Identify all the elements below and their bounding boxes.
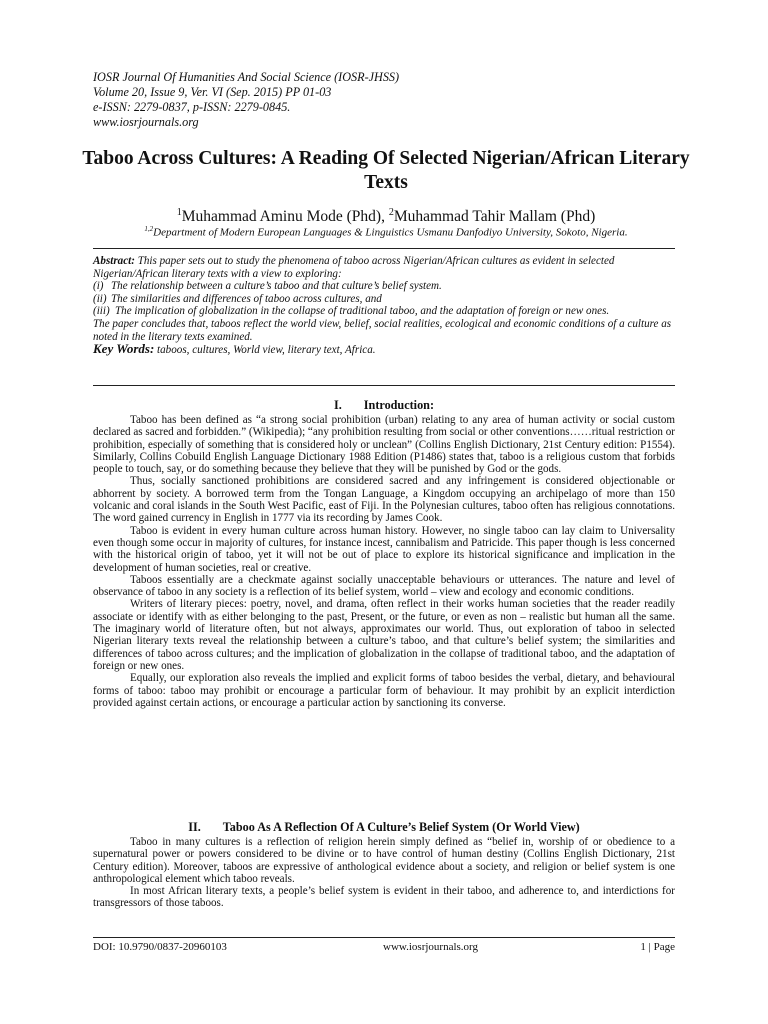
section-2-title: Taboo As A Reflection Of A Culture’s Belief System (Or World View) xyxy=(222,820,580,834)
divider-abstract xyxy=(93,385,675,386)
paragraph: Taboo is evident in every human culture across human history. However, no single taboo can lay claim to Universality even though some occur in majority of cultures, for instance incest, cannibalism and Patricide. This paper though is less concerned with the historical origin of taboo, yet it will not be out of place to explore its historical significance and implication in the development of human societies, real or creative. xyxy=(93,524,675,574)
author-1: Muhammad Aminu Mode (Phd), xyxy=(181,208,389,226)
divider-top xyxy=(93,248,675,249)
journal-issn: e-ISSN: 2279-0837, p-ISSN: 2279-0845. xyxy=(93,100,291,114)
affiliation xyxy=(70,222,702,240)
affiliation-text: Department of Modern European Languages & Linguistics Usmanu Danfodiyo University, Sokoto, Nigeria. xyxy=(153,226,628,239)
paragraph: Thus, socially sanctioned prohibitions are considered sacred and any infringement is considered objectionable or abhorrent by society. A borrowed term from the Tongan Language, a Kingdom occupying an archipelago of more than 150 volcanic and coral islands in the South West Pacific, east of Fiji. In the Polynesian cultures, taboo often has religious connotations. The word gained currency in English in 1777 via its recording by James Cook. xyxy=(93,475,675,525)
footer-doi: DOI: 10.9790/0837-20960103 xyxy=(93,941,227,953)
page-number: 1 | Page xyxy=(640,941,675,953)
paragraph: Writers of literary pieces: poetry, novel, and drama, often reflect in their works human societies that the reader readily associate or identify with as either belonging to the past, Present, or the future, or even as non – realistic but human all the same. The imaginary world of literature often, but not always, approximates our world. Thus, out exploration of taboo in selected Nigerian literary texts reveal the relationship between a culture’s taboo, and that culture’s belief system; the similarities and differences of taboo across cultures; and the implication of globalization in the collapse of traditional taboo, and the adaptation of foreign or new ones. xyxy=(93,598,675,672)
footer-website: www.iosrjournals.org xyxy=(383,941,479,953)
paragraph: In most African literary texts, a people’s belief system is evident in their taboo, and adherence to, and interdictions for transgressors of those taboos. xyxy=(93,885,675,910)
abstract-conclusion: The paper concludes that, taboos reflect the world view, belief, social realities, ecological and economic conditions of a culture as noted in the literary texts examined. xyxy=(93,317,672,343)
abstract-item: (iii) The implication of globalization in the collapse of traditional taboo, and the adaptation of foreign or new ones. xyxy=(93,305,610,318)
keywords-label: Key Words: xyxy=(93,341,155,357)
section-1-heading xyxy=(93,398,675,413)
abstract-label: Abstract: xyxy=(93,255,135,267)
paragraph: Taboos essentially are a checkmate against socially unacceptable behaviours or utterances. The nature and level of observance of taboo in any society is a reflection of its belief system, world – view and ecology and economic conditions. xyxy=(93,573,675,599)
section-2-body xyxy=(93,836,675,910)
section-2-number: II. xyxy=(188,820,201,834)
journal-header xyxy=(93,70,693,130)
keywords: Key Words: taboos, cultures, World view, literary text, Africa. xyxy=(93,341,376,357)
paragraph: Taboo has been defined as “a strong social prohibition (urban) relating to any area of human activity or social custom declared as sacred and forbidden.” (Wikipedia); “any prohibition resulting from social or other conventions……ritual restriction or prohibition, especially of something that is considered holy or unclean” (Collins English Dictionary, 21st Century edition: P1554). Similarly, Collins Cobuild English Language Dictionary 1988 Edition (P1486) states that, taboo is a religious custom that forbids people to touch, say, or do something because they believe that they will be punished by God or the gods. xyxy=(93,414,675,476)
affiliation-marker: 1,2 xyxy=(144,225,154,233)
author-2: Muhammad Tahir Mallam (Phd) xyxy=(393,208,596,226)
paragraph: Equally, our exploration also reveals the implied and explicit forms of taboo besides the verbal, dietary, and behavioural forms of taboo: taboo may prohibit or encourage a particular form of behaviour. It may prohibit by an explicit interdiction provided against certain actions, or encourage a particular action by sanctioning its converse. xyxy=(93,672,675,709)
abstract-item: (i) The relationship between a culture’s taboo and that culture’s belief system. xyxy=(93,280,442,293)
paper-title: Taboo Across Cultures: A Reading Of Selected Nigerian/African Literary Texts xyxy=(82,148,690,193)
section-2-heading xyxy=(93,820,675,835)
author-1-affil-marker: 1 xyxy=(176,207,182,218)
paragraph: Taboo in many cultures is a reflection of religion herein simply defined as “belief in, worship of or obedience to a supernatural power or powers considered to be divine or to have control of human destiny (Collins English Dictionary, 21st Century edition). Moreover, taboos are expressive of anthological evidence about a society, and religion or belief system is one anthropological element which taboo reveals. xyxy=(93,836,675,885)
abstract-intro: Abstract: This paper sets out to study the phenomena of taboo across Nigerian/African cultures as evident in selected Nigerian/African literary texts with a view to exploring: xyxy=(93,255,615,280)
section-1-number: I. xyxy=(334,398,342,412)
abstract-block xyxy=(93,255,675,357)
journal-volume: Volume 20, Issue 9, Ver. VI (Sep. 2015) PP 01-03 xyxy=(93,85,332,99)
divider-footer xyxy=(93,937,675,938)
abstract-item: (ii) The similarities and differences of taboo across cultures, and xyxy=(93,292,382,305)
journal-name: IOSR Journal Of Humanities And Social Science (IOSR-JHSS) xyxy=(93,70,400,84)
journal-website: www.iosrjournals.org xyxy=(93,115,199,129)
author-2-affil-marker: 2 xyxy=(388,207,394,218)
section-1-title: Introduction: xyxy=(363,398,434,412)
section-1-body xyxy=(93,414,675,709)
